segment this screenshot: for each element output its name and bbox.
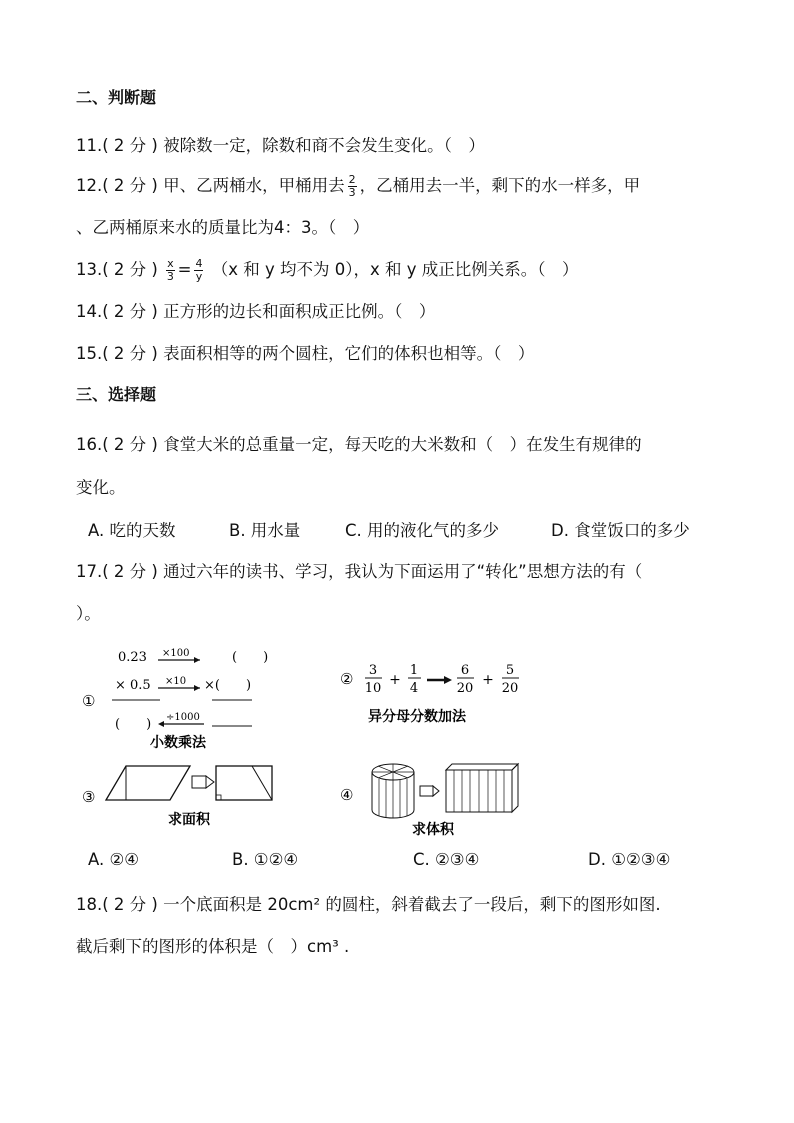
question-12-line2: 、乙两桶原来水的质量比为4：3。（ ） bbox=[76, 218, 370, 237]
figure-2-drawing bbox=[340, 660, 540, 730]
row2-right: ×( ) bbox=[204, 678, 252, 693]
question-17-line2: ）。 bbox=[76, 604, 101, 623]
plus-sign: + bbox=[389, 672, 401, 688]
fraction-d-num: 5 bbox=[505, 663, 515, 678]
question-text: 表面积相等的两个圆柱，它们的体积也相等。（ ） bbox=[163, 344, 535, 363]
option-b[interactable]: B. 用水量 bbox=[229, 521, 301, 540]
rectangle-shape bbox=[216, 766, 272, 800]
fraction-numerator: 4 bbox=[195, 257, 203, 270]
question-score: ( 2 分 ) bbox=[102, 895, 158, 914]
figure-1-marker: ① bbox=[82, 692, 96, 710]
question-18 bbox=[76, 893, 661, 917]
fraction-c-num: 6 bbox=[460, 663, 470, 678]
arrow-icon bbox=[444, 676, 452, 684]
option-c[interactable]: C. ②③④ bbox=[413, 850, 480, 869]
option-a[interactable]: A. 吃的天数 bbox=[88, 521, 176, 540]
figure-2-marker: ② bbox=[340, 670, 354, 688]
plus-sign: + bbox=[482, 672, 494, 688]
question-11 bbox=[76, 134, 485, 158]
question-text: 被除数一定，除数和商不会发生变化。（ ） bbox=[163, 136, 485, 155]
figure-3-drawing bbox=[82, 762, 282, 830]
question-score: ( 2 分 ) bbox=[102, 260, 158, 279]
question-text-cont: ，乙桶用去一半，剩下的水一样多，甲 bbox=[359, 176, 641, 195]
question-number: 16. bbox=[76, 435, 103, 454]
fraction-b-den: 4 bbox=[409, 681, 419, 696]
fraction bbox=[194, 258, 203, 283]
figure-volume bbox=[340, 758, 530, 838]
option-d[interactable]: D. ①②③④ bbox=[588, 850, 671, 869]
fraction-a-num: 3 bbox=[368, 663, 378, 678]
figure-2-caption: 异分母分数加法 bbox=[368, 709, 466, 725]
fraction bbox=[348, 174, 357, 199]
parallelogram-shape bbox=[106, 766, 190, 800]
figure-3-marker: ③ bbox=[82, 788, 96, 806]
question-14 bbox=[76, 300, 435, 324]
question-score: ( 2 分 ) bbox=[102, 302, 158, 321]
fraction-c-den: 20 bbox=[456, 681, 474, 696]
cuboid-top bbox=[446, 764, 518, 770]
figure-4-caption: 求体积 bbox=[412, 822, 454, 838]
question-17 bbox=[76, 560, 642, 584]
arrow-icon bbox=[420, 786, 433, 796]
figure-1-caption: 小数乘法 bbox=[150, 735, 206, 751]
question-number: 14. bbox=[76, 302, 103, 321]
question-number: 13. bbox=[76, 260, 103, 279]
question-12 bbox=[76, 174, 640, 199]
question-number: 11. bbox=[76, 136, 103, 155]
question-number: 18. bbox=[76, 895, 103, 914]
section-title-judge: 二、判断题 bbox=[76, 88, 157, 107]
question-number: 17. bbox=[76, 562, 103, 581]
fraction-numerator: x bbox=[167, 257, 174, 270]
option-a[interactable]: A. ②④ bbox=[88, 850, 140, 869]
row3-left: ( ) bbox=[115, 717, 152, 732]
arrow-icon bbox=[192, 776, 206, 788]
figure-4-drawing bbox=[340, 758, 530, 838]
question-15 bbox=[76, 342, 534, 366]
question-score: ( 2 分 ) bbox=[102, 435, 158, 454]
question-text: 一个底面积是 20cm² 的圆柱，斜着截去了一段后，剩下的图形如图. bbox=[163, 895, 661, 914]
equals-sign: = bbox=[177, 260, 192, 279]
option-d[interactable]: D. 食堂饭口的多少 bbox=[551, 521, 690, 540]
question-16-line2: 变化。 bbox=[76, 478, 126, 497]
row2-left: × 0.5 bbox=[115, 678, 151, 693]
figure-area bbox=[82, 762, 282, 830]
question-number: 12. bbox=[76, 176, 103, 195]
row1-right: ( ) bbox=[232, 650, 269, 665]
fraction-denominator: y bbox=[195, 270, 203, 283]
question-text: （x 和 y 均不为 0），x 和 y 成正比例关系。（ ） bbox=[211, 260, 579, 279]
fraction-denominator: 3 bbox=[348, 186, 356, 199]
section-title-choice: 三、选择题 bbox=[76, 385, 157, 404]
question-number: 15. bbox=[76, 344, 103, 363]
figure-1-drawing bbox=[82, 644, 272, 754]
fraction-d-den: 20 bbox=[501, 681, 519, 696]
figure-4-marker: ④ bbox=[340, 786, 354, 804]
question-text: 甲、乙两桶水，甲桶用去 bbox=[163, 176, 345, 195]
question-16 bbox=[76, 433, 642, 457]
question-score: ( 2 分 ) bbox=[102, 136, 158, 155]
row3-op: ÷1000 bbox=[166, 712, 200, 723]
figure-3-caption: 求面积 bbox=[168, 812, 210, 828]
fraction-b-num: 1 bbox=[409, 663, 419, 678]
fraction-denominator: 3 bbox=[166, 270, 174, 283]
fraction bbox=[166, 258, 175, 283]
row2-op: ×10 bbox=[165, 676, 187, 687]
option-c[interactable]: C. 用的液化气的多少 bbox=[345, 521, 500, 540]
question-score: ( 2 分 ) bbox=[102, 176, 158, 195]
question-18-line2: 截后剩下的图形的体积是（ ）cm³ . bbox=[76, 937, 350, 956]
question-score: ( 2 分 ) bbox=[102, 562, 158, 581]
question-text: 食堂大米的总重量一定，每天吃的大米数和（ ）在发生有规律的 bbox=[163, 435, 642, 454]
question-text: 通过六年的读书、学习，我认为下面运用了“转化”思想方法的有（ bbox=[163, 562, 643, 581]
question-score: ( 2 分 ) bbox=[102, 344, 158, 363]
question-text: 正方形的边长和面积成正比例。（ ） bbox=[163, 302, 436, 321]
row1-op: ×100 bbox=[162, 648, 190, 659]
fraction-a-den: 10 bbox=[364, 681, 382, 696]
option-b[interactable]: B. ①②④ bbox=[232, 850, 299, 869]
figure-decimal-multiplication bbox=[82, 644, 272, 754]
row1-left: 0.23 bbox=[118, 650, 147, 665]
figure-fraction-addition bbox=[340, 660, 540, 730]
fraction-numerator: 2 bbox=[348, 173, 356, 186]
question-13 bbox=[76, 258, 578, 283]
